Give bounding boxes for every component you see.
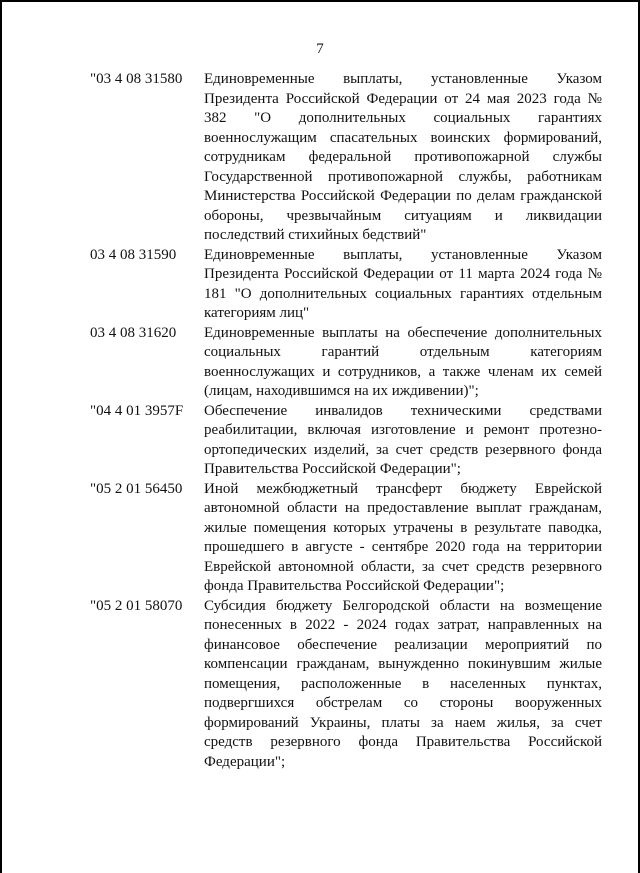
classification-code: 03 4 08 31590 bbox=[90, 246, 177, 263]
classification-code: "03 4 08 31580 bbox=[90, 71, 183, 87]
scan-edge-top bbox=[0, 0, 640, 2]
budget-entry bbox=[90, 480, 602, 597]
classification-code: 03 4 08 31620 bbox=[90, 324, 177, 341]
classification-code: "04 4 01 3957F bbox=[90, 402, 184, 419]
budget-entry bbox=[90, 597, 602, 773]
entry-description: Обеспечение инвалидов техническими средствами реабилитации, включая изготовление и ремонт протезно-ортопедических изделий, за счет средств резервного фонда Правительства Российской Федерации"; bbox=[204, 402, 602, 477]
classification-code: "05 2 01 58070 bbox=[90, 597, 183, 614]
budget-entry bbox=[90, 402, 602, 480]
entry-description: Единовременные выплаты, установленные Указом Президента Российской Федерации от 11 марта 2024 года № 181 "О дополнительных социальных гарантиях отдельным категориям лиц" bbox=[204, 246, 602, 321]
page-number: 7 bbox=[316, 41, 324, 57]
entry-description: Субсидия бюджету Белгородской области на возмещение понесенных в 2022 - 2024 годах затрат, направленных на финансовое обеспечение реализации мероприятий по компенсации гражданам, вынужденно покинувшим жилые помещения, расположенные в населенных пунктах, подвергшихся обстрелам со стороны вооруженных формирований Украины, платы за наем жилья, за счет средств резервного фонда Правительства Российской Федерации"; bbox=[204, 597, 602, 770]
budget-entry bbox=[90, 70, 602, 246]
classification-code: "05 2 01 56450 bbox=[90, 480, 183, 497]
budget-entry bbox=[90, 246, 602, 324]
entry-description: Единовременные выплаты, установленные Указом Президента Российской Федерации от 24 мая 2023 года № 382 "О дополнительных социальных гарантиях военнослужащим спасательных воинских формирований, сотрудникам федеральной противопожарной службы Государственной противопожарной службы, работникам Министерства Российской Федерации по делам гражданской обороны, чрезвычайным ситуациям и ликвидации последствий стихийных бедствий" bbox=[204, 71, 602, 243]
entry-description: Единовременные выплаты на обеспечение дополнительных социальных гарантий отдельным категориям военнослужащих и сотрудников, а также членам их семей (лицам, находившимся на их иждивении)"; bbox=[204, 324, 602, 399]
entry-description: Иной межбюджетный трансферт бюджету Еврейской автономной области на предоставление выплат гражданам, жилые помещения которых утрачены в результате паводка, прошедшего в августе - сентябре 2020 года на территории Еврейской автономной области, за счет средств резервного фонда Правительства Российской Федерации"; bbox=[204, 480, 602, 594]
scan-edge-left bbox=[0, 0, 2, 873]
document-body bbox=[90, 70, 602, 772]
budget-entry bbox=[90, 324, 602, 402]
